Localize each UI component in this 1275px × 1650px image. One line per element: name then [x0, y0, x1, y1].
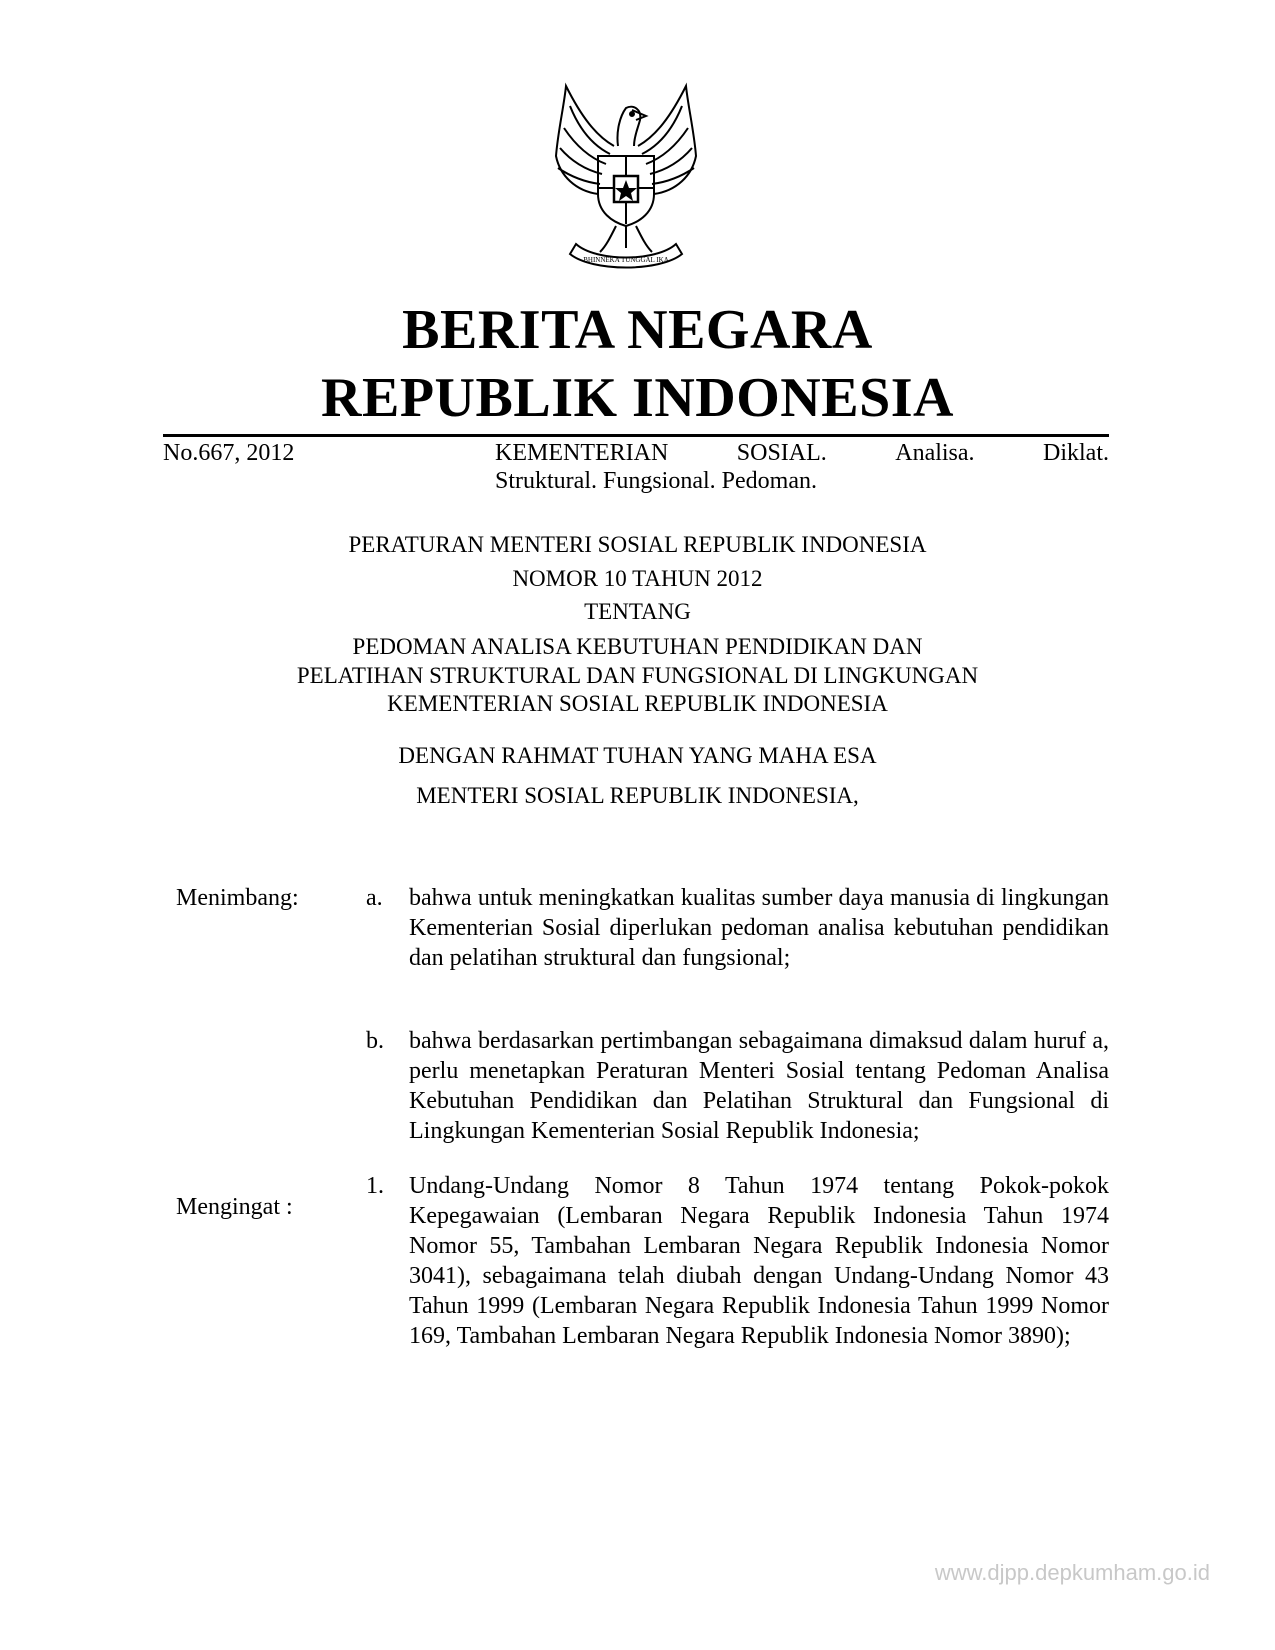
menimbang-item-b: bahwa berdasarkan pertimbangan sebagaimana dimaksud dalam huruf a, perlu menetapkan Peraturan Menteri Sosial tentang Pedoman Analisa Kebutuhan Pendidikan dan Pelatihan Struktural dan Fungsional di Lingkungan Kementerian Sosial Republik Indonesia; [409, 1028, 1109, 1144]
menimbang-label: Menimbang: [176, 885, 299, 911]
gazette-topic-line1 [495, 439, 1109, 467]
document-title-line2: REPUBLIK INDONESIA [321, 367, 954, 429]
footer-watermark-link[interactable]: www.djpp.depkumham.go.id [934, 1560, 1210, 1585]
gazette-topic-line2: Struktural. Fungsional. Pedoman. [495, 468, 817, 494]
emblem-motto: BHINNEKA TUNGGAL IKA [583, 256, 669, 264]
regulation-heading: PERATURAN MENTERI SOSIAL REPUBLIK INDONESIA [348, 532, 927, 557]
regulation-number: NOMOR 10 TAHUN 2012 [512, 566, 763, 591]
regulation-subject-line3: KEMENTERIAN SOSIAL REPUBLIK INDONESIA [387, 691, 888, 716]
header-divider [163, 434, 1109, 437]
garuda-pancasila-emblem [536, 76, 716, 276]
regulation-invocation: DENGAN RAHMAT TUHAN YANG MAHA ESA [398, 743, 877, 768]
regulation-tentang: TENTANG [584, 599, 691, 624]
topic-word: SOSIAL. [736, 440, 827, 466]
menimbang-item-a: bahwa untuk meningkatkan kualitas sumber daya manusia di lingkungan Kementerian Sosial diperlukan pedoman analisa kebutuhan pendidikan dan pelatihan struktural dan fungsional; [409, 885, 1109, 971]
topic-word: KEMENTERIAN [495, 440, 669, 466]
menimbang-marker-b: b. [366, 1028, 384, 1054]
mengingat-label: Mengingat : [176, 1194, 293, 1220]
mengingat-marker-1: 1. [366, 1173, 384, 1199]
topic-word: Analisa. [895, 440, 975, 466]
menimbang-marker-a: a. [366, 885, 383, 911]
gazette-topic [495, 439, 1109, 495]
gazette-number: No.667, 2012 [163, 440, 295, 466]
topic-word: Diklat. [1043, 440, 1109, 466]
regulation-issuer: MENTERI SOSIAL REPUBLIK INDONESIA, [416, 783, 859, 808]
regulation-subject-line2: PELATIHAN STRUKTURAL DAN FUNGSIONAL DI LINGKUNGAN [296, 663, 979, 688]
document-title-line1: BERITA NEGARA [402, 299, 873, 361]
mengingat-item-1: Undang-Undang Nomor 8 Tahun 1974 tentang Pokok-pokok Kepegawaian (Lembaran Negara Republik Indonesia Tahun 1974 Nomor 55, Tambahan Lembaran Negara Republik Indonesia Nomor 3041), sebagaimana telah diubah dengan Undang-Undang Nomor 43 Tahun 1999 (Lembaran Negara Republik Indonesia Tahun 1999 Nomor 169, Tambahan Lembaran Negara Republik Indonesia Nomor 3890); [409, 1173, 1109, 1349]
regulation-subject-line1: PEDOMAN ANALISA KEBUTUHAN PENDIDIKAN DAN [352, 634, 923, 659]
